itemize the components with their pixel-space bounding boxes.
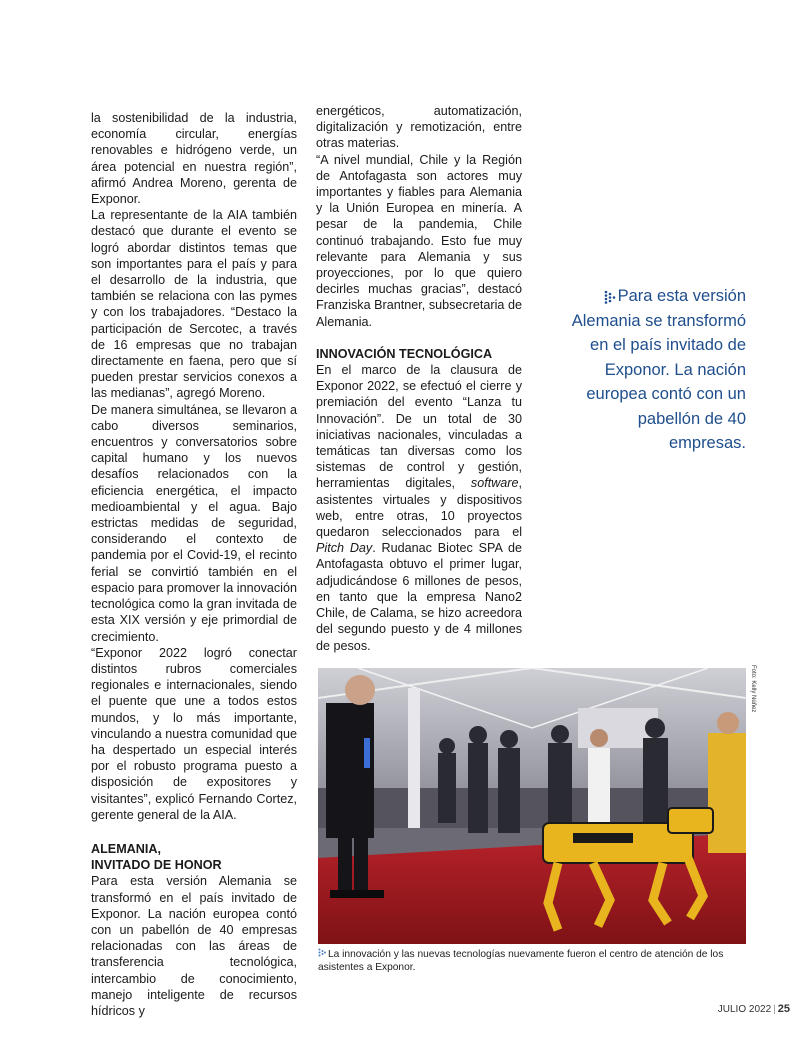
dots-bullet-icon (318, 948, 326, 958)
paragraph: energéticos, automatización, digitalización y remotización, entre otras materias. (316, 104, 522, 151)
dots-bullet-icon (604, 290, 616, 304)
photo-credit (749, 665, 759, 728)
paragraph: “A nivel mundial, Chile y la Región de Antofagasta son actores muy importantes y fiables para Alemania y la Unión Europea en minería. A pesar de la pandemia, Chile continuó trabajando. Esto fue muy relevante para Alemania y sus proyecciones, por lo que quiero decirles muchas gracias”, destacó Franziska Brantner, subsecretaria de Alemania. (316, 152, 522, 329)
paragraph: Para esta versión Alemania se transformó en el país invitado de Exponor. La nación europea contó con un pabellón de 40 empresas relacionadas con las áreas de transferencia tecnológica, intercambio de conocimiento, manejo inteligente de recursos hídricos y (91, 874, 297, 1018)
page-number: 25 (777, 1003, 790, 1015)
issue-date: JULIO 2022 (717, 1004, 772, 1015)
paragraph: “Exponor 2022 logró conectar distintos rubros comerciales regionales e internacionales, siendo el puente que une a todos estos mundos, y lo más importante, vinculando a nuestra comunidad que ha despertado un especial interés por el robusto programa puesto a disposición de expositores y visitantes”, explicó Fernando Cortez, gerente general de la AIA. (91, 645, 297, 822)
event-photo (318, 668, 746, 944)
photo-illustration (318, 668, 746, 944)
paragraph: La representante de la AIA también destacó que durante el evento se logró abordar distintos temas que son importantes para el país y para el desarrollo de la industria, que también se relaciona con las pymes y con los trabajadores. “Destaco la participación de Sercotec, a través de 16 empresas que no trabajan directamente en faena, pero que sí pueden prestar servicios conexos a las medianas”, agregó Moreno. (91, 208, 297, 401)
photo-caption (318, 948, 748, 974)
section-heading: INNOVACIÓN TECNOLÓGICA (316, 346, 493, 361)
section-heading-line-1: ALEMANIA, (91, 841, 161, 856)
photo-credit-text: Foto: Kelly Núñez (750, 665, 756, 713)
caption-text: La innovación y las nuevas tecnologías nuevamente fueron el centro de atención de los asistentes a Exponor. (318, 949, 724, 973)
paragraph: De manera simultánea, se llevaron a cabo diversos seminarios, encuentros y conversatorios sobre capital humano y los nuevos desafíos relacionados con la eficiencia energética, el impacto medioambiental y el agua. Bajo estrictas medidas de seguridad, considerando el contexto de pandemia por el Covid-19, el recinto ferial se convirtió también en el espacio para promover la innovación tecnológica como la gran invitada de esta XIX versión y eje primordial de crecimiento. (91, 402, 297, 644)
paragraph-text: . Rudanac Biotec SPA de Antofagasta obtuvo el primer lugar, adjudicándose 6 millones de pesos, en tanto que la empresa Nano2 Chile, de Calama, se hizo acreedora del segundo puesto y de 4 millones de pesos. (316, 541, 522, 653)
section-heading-line-2: INVITADO DE HONOR (91, 858, 222, 873)
article-column-1 (91, 110, 297, 1019)
paragraph-text: , asistentes virtuales y dispositivos web, entre otras, 10 proyectos quedaron seleccionados para el (316, 476, 522, 540)
paragraph-text: En el marco de la clausura de Exponor 2022, se efectuó el cierre y premiación del evento “Lanza tu Innovación”. De un total de 30 iniciativas nacionales, vinculadas a temáticas tan diversas como los sistemas de control y gestión, herramientas digitales, (316, 363, 522, 491)
paragraph: la sostenibilidad de la industria, economía circular, energías renovables e hidrógeno verde, un área potencial en nuestra región”, afirmó Andrea Moreno, gerenta de Exponor. (91, 111, 297, 207)
pull-quote-text: Para esta versión Alemania se transformó en el país invitado de Exponor. La nación europea contó con un pabellón de 40 empresas. (571, 287, 746, 452)
italic-term: software (470, 476, 519, 491)
article-column-2 (316, 103, 522, 654)
pull-quote (566, 284, 746, 456)
italic-term: Pitch Day (316, 541, 373, 556)
page-footer: JULIO 2022 | 25 (717, 1003, 790, 1015)
paragraph (316, 362, 522, 654)
